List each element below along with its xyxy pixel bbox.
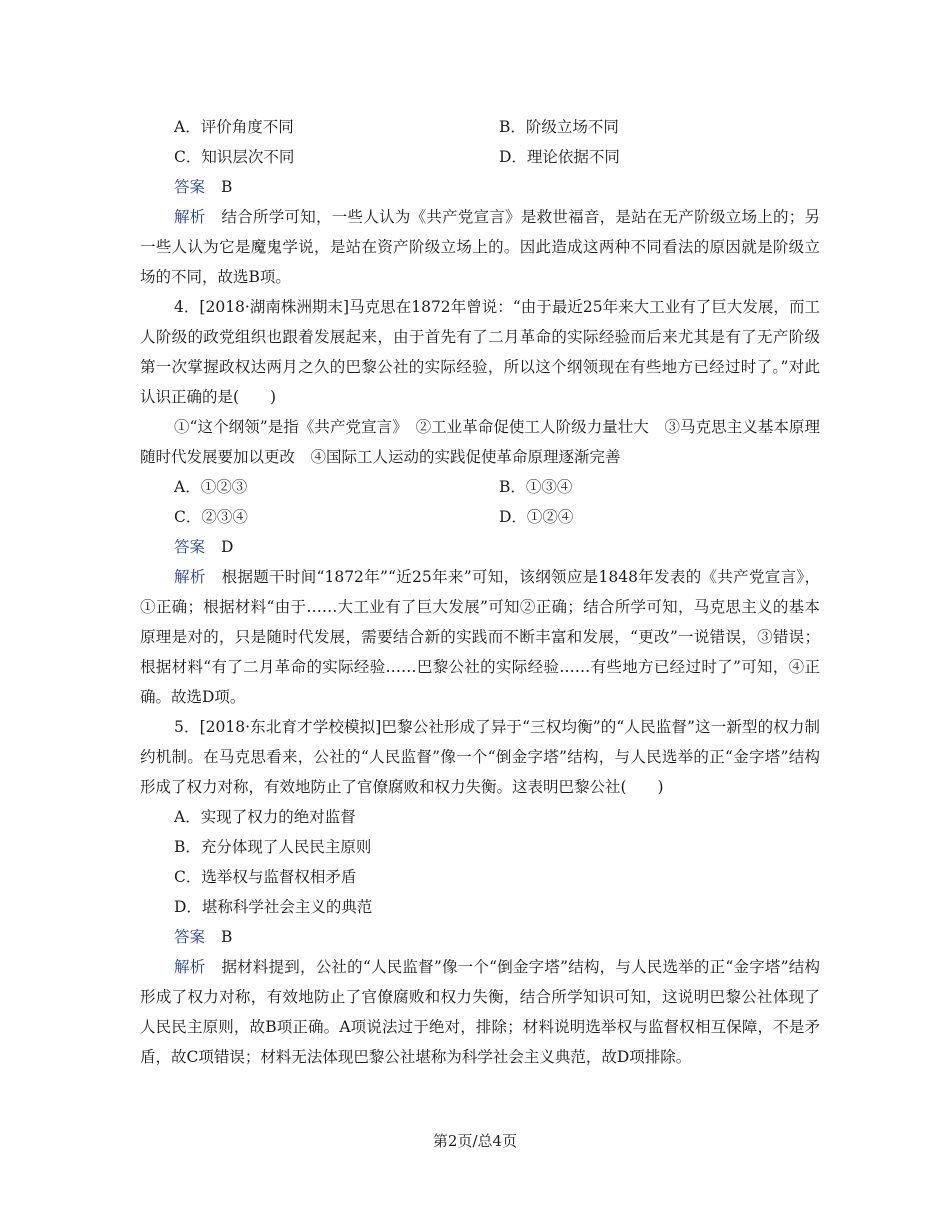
q3-option-c: C．知识层次不同 bbox=[174, 148, 295, 166]
q4-option-d: D．①②④ bbox=[499, 508, 574, 526]
q5-option-a: A．实现了权力的绝对监督 bbox=[174, 808, 356, 826]
page-footer: 第2页/总4页 bbox=[432, 1132, 518, 1150]
q3-options-row-1 bbox=[140, 112, 820, 142]
answer-label: 答案 bbox=[174, 178, 206, 196]
q3-options-row-2 bbox=[140, 142, 820, 172]
q4-statements: ①“这个纲领”是指《共产党宣言》 ②工业革命促使工人阶级力量壮大 ③马克思主义基本原理随时代发展要加以更改 ④国际工人运动的实践促使革命原理逐渐完善 bbox=[140, 418, 820, 466]
q4-answer bbox=[140, 532, 820, 562]
analysis-label: 解析 bbox=[174, 958, 206, 976]
q5-option-d: D．堪称科学社会主义的典范 bbox=[174, 898, 373, 916]
q3-analysis bbox=[140, 202, 820, 292]
q5-analysis bbox=[140, 952, 820, 1072]
q5-option-b: B．充分体现了人民民主原则 bbox=[174, 838, 372, 856]
analysis-text: 结合所学可知，一些人认为《共产党宣言》是救世福音，是站在无产阶级立场上的；另一些人认为它是魔鬼学说，是站在资产阶级立场上的。因此造成这两种不同看法的原因就是阶级立场的不同，故选B项。 bbox=[140, 208, 820, 286]
q4-option-a: A．①②③ bbox=[174, 478, 248, 496]
q3-answer bbox=[140, 172, 820, 202]
q3-option-b: B．阶级立场不同 bbox=[499, 118, 619, 136]
q4-option-c: C．②③④ bbox=[174, 508, 248, 526]
analysis-label: 解析 bbox=[174, 568, 206, 586]
q3-option-a: A．评价角度不同 bbox=[174, 118, 294, 136]
q4-options-row-2 bbox=[140, 502, 820, 532]
q4-option-b: B．①③④ bbox=[499, 478, 573, 496]
analysis-label: 解析 bbox=[174, 208, 206, 226]
answer-value: B bbox=[221, 928, 233, 946]
answer-label: 答案 bbox=[174, 928, 206, 946]
q4-analysis bbox=[140, 562, 820, 712]
q4-stem: 4．[2018·湖南株洲期末]马克思在1872年曾说：“由于最近25年来大工业有了巨大发展，而工人阶级的政党组织也跟着发展起来，由于首先有了二月革命的实际经验而后来尤其是有了无产阶级第一次掌握政权达两月之久的巴黎公社的实际经验，所以这个纲领现在有些地方已经过时了。”对此认识正确的是( ) bbox=[140, 298, 820, 406]
q5-stem: 5．[2018·东北育才学校模拟]巴黎公社形成了异于“三权均衡”的“人民监督”这一新型的权力制约机制。在马克思看来，公社的“人民监督”像一个“倒金字塔”结构，与人民选举的正“金字塔”结构形成了权力对称，有效地防止了官僚腐败和权力失衡。这表明巴黎公社( ) bbox=[140, 718, 820, 796]
q5-option-c: C．选举权与监督权相矛盾 bbox=[174, 868, 357, 886]
analysis-text: 根据题干时间“1872年”“近25年来”可知，该纲领应是1848年发表的《共产党宣言》，①正确；根据材料“由于……大工业有了巨大发展”可知②正确；结合所学可知，马克思主义的基本原理是对的，只是随时代发展，需要结合新的实践而不断丰富和发展，“更改”一说错误，③错误；根据材料“有了二月革命的实际经验……巴黎公社的实际经验……有些地方已经过时了”可知，④正确。故选D项。 bbox=[140, 568, 820, 706]
q3-option-d: D．理论依据不同 bbox=[499, 148, 620, 166]
page-content bbox=[140, 112, 820, 1072]
answer-label: 答案 bbox=[174, 538, 206, 556]
answer-value: D bbox=[221, 538, 234, 556]
analysis-text: 据材料提到，公社的“人民监督”像一个“倒金字塔”结构，与人民选举的正“金字塔”结构形成了权力对称，有效地防止了官僚腐败和权力失衡，结合所学知识可知，这说明巴黎公社体现了人民民主原则，故B项正确。A项说法过于绝对，排除；材料说明选举权与监督权相互保障，不是矛盾，故C项错误；材料无法体现巴黎公社堪称为科学社会主义典范，故D项排除。 bbox=[140, 958, 820, 1066]
q5-answer bbox=[140, 922, 820, 952]
answer-value: B bbox=[221, 178, 233, 196]
q4-options-row-1 bbox=[140, 472, 820, 502]
